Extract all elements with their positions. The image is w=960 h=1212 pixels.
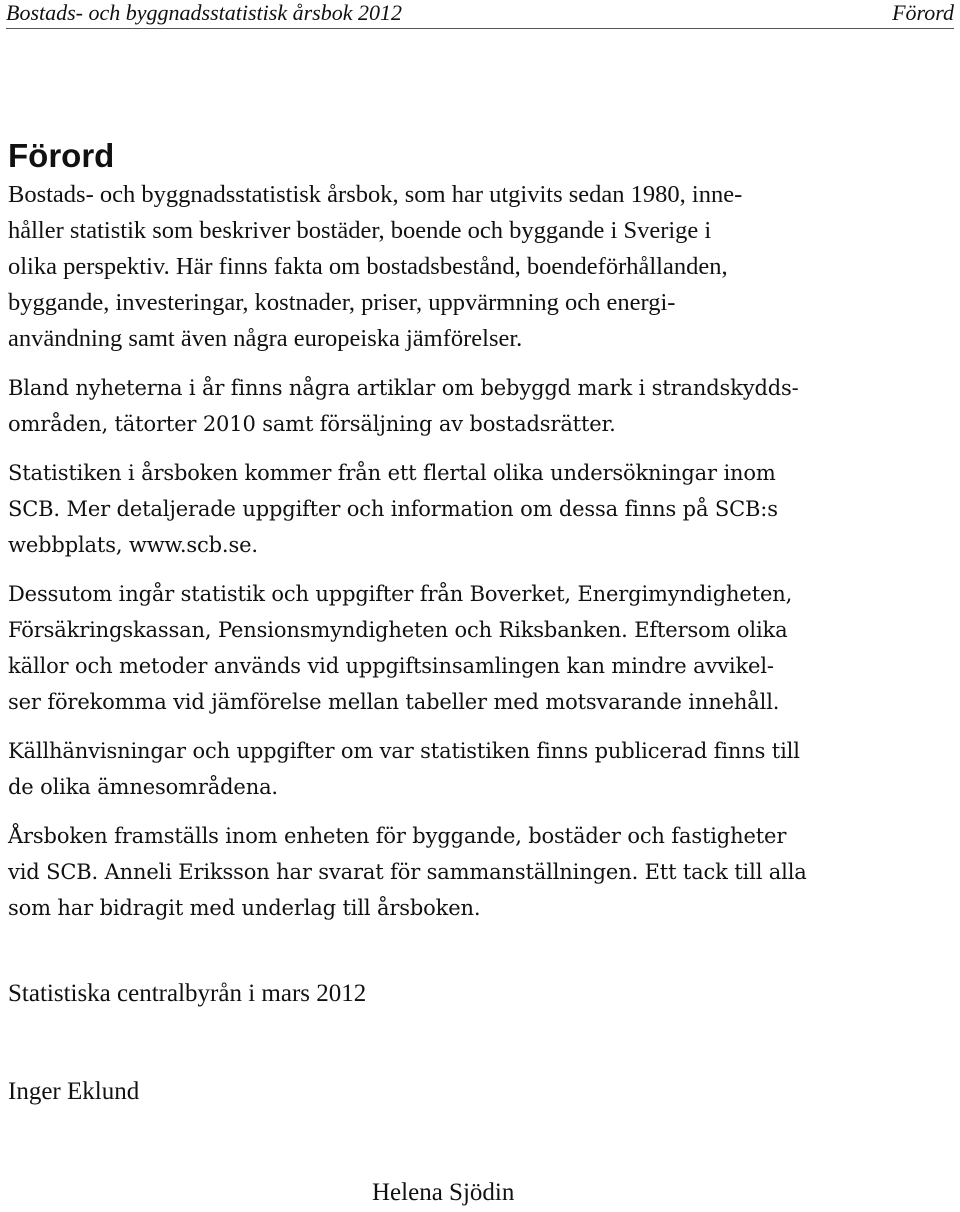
text-line: SCB. Mer detaljerade uppgifter och information om dessa finns på SCB:s: [8, 497, 778, 521]
text-line: som har bidragit med underlag till årsboken.: [8, 896, 481, 920]
paragraph-news: [8, 370, 958, 442]
text-line: webbplats, www.scb.se.: [8, 533, 258, 557]
place-date: Statistiska centralbyrån i mars 2012: [8, 980, 367, 1007]
signatory-name: Helena Sjödin: [372, 1179, 515, 1206]
signatory-name: Inger Eklund: [8, 1078, 140, 1105]
text-line: byggande, investeringar, kostnader, priser, uppvärmning och energi-: [8, 289, 676, 316]
paragraph-other-sources: [8, 576, 958, 720]
paragraph-intro: [8, 177, 958, 357]
text-line: Bostads- och byggnadsstatistisk årsbok, som har utgivits sedan 1980, inne-: [8, 181, 743, 208]
text-line: Källhänvisningar och uppgifter om var statistiken finns publicerad finns till: [8, 739, 800, 763]
text-line: källor och metoder används vid uppgiftsinsamlingen kan mindre avvikel-: [8, 654, 774, 678]
paragraph-references: [8, 733, 958, 805]
paragraph-production: [8, 818, 958, 926]
text-line: Försäkringskassan, Pensionsmyndigheten och Riksbanken. Eftersom olika: [8, 618, 788, 642]
body-text: [8, 177, 958, 939]
running-header: [6, 0, 954, 29]
page-title: Förord: [8, 137, 115, 174]
header-book-title: Bostads- och byggnadsstatistisk årsbok 2012: [6, 0, 402, 25]
paragraph-sources: [8, 455, 958, 563]
text-line: vid SCB. Anneli Eriksson har svarat för sammanställningen. Ett tack till alla: [8, 860, 807, 884]
text-line: de olika ämnesområdena.: [8, 775, 278, 799]
text-line: Årsboken framställs inom enheten för byggande, bostäder och fastigheter: [8, 824, 787, 848]
text-line: håller statistik som beskriver bostäder, boende och byggande i Sverige i: [8, 217, 712, 244]
text-line: användning samt även några europeiska jämförelser.: [8, 325, 523, 352]
text-line: Bland nyheterna i år finns några artiklar om bebyggd mark i strandskydds-: [8, 376, 799, 400]
text-line: olika perspektiv. Här finns fakta om bostadsbestånd, boendeförhållanden,: [8, 253, 728, 280]
header-section-name: Förord: [892, 0, 954, 25]
text-line: ser förekomma vid jämförelse mellan tabeller med motsvarande innehåll.: [8, 690, 780, 714]
text-line: Dessutom ingår statistik och uppgifter från Boverket, Energimyndigheten,: [8, 582, 793, 606]
text-line: Statistiken i årsboken kommer från ett flertal olika undersökningar inom: [8, 461, 776, 485]
text-line: områden, tätorter 2010 samt försäljning av bostadsrätter.: [8, 412, 616, 436]
